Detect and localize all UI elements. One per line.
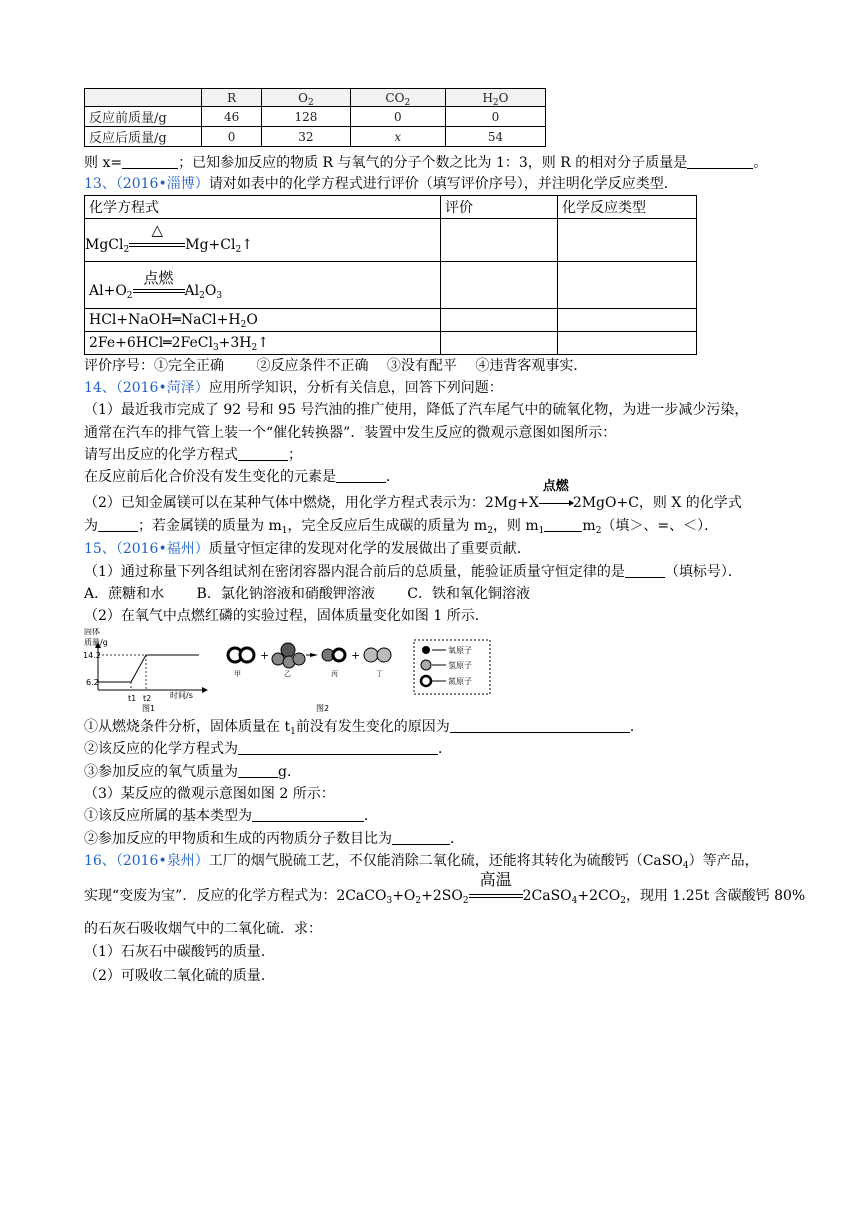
table-row — [85, 127, 546, 147]
table-cell: x — [350, 127, 445, 147]
q16-heading: 16、（2016•泉州）工厂的烟气脱硫工艺，不仅能消除二氧化硫，还能将其转化为硫酸钙（CaSO$_4$）等产品， — [84, 853, 759, 871]
q15-sub1: ①从燃烧条件分析，固体质量在 $t_1$前没有发生变化的原因为 ． — [84, 719, 644, 737]
legend-oxygen: 氧原子 — [448, 646, 472, 655]
q12-answer-line: 则 x= ；已知参加反应的物质 R 与氧气的分子个数之比为 1：3，则 R 的相对分子质量是 。 — [84, 155, 768, 171]
condition-heat: △ — [129, 237, 185, 253]
q15-options: A．蔗糖和水 B．氯化钠溶液和硝酸钾溶液 C．铁和氧化铜溶液 — [84, 586, 531, 602]
x-tick-t2: t2 — [143, 694, 152, 703]
answer-blank[interactable] — [238, 765, 278, 778]
answer-blank[interactable] — [544, 519, 582, 532]
equation-cell: $Al+O_2$ 点燃 $Al_2O_3$ — [85, 262, 441, 309]
answer-blank[interactable] — [687, 156, 753, 169]
q14-mass-compare-line: 为 ；若金属镁的质量为 $m_1$，完全反应后生成碳的质量为 $m_2$，则 $m_1$ $m_2$（填＞、=、＜）． — [84, 518, 719, 536]
reaction-type-answer-cell[interactable] — [558, 219, 697, 262]
y-label-1: 固体 — [84, 628, 100, 636]
molecule-jia — [228, 648, 254, 662]
table-cell: 0 — [202, 127, 262, 147]
reaction-mass-table — [84, 88, 546, 147]
label-bing: 丙 — [331, 670, 338, 678]
answer-blank[interactable] — [625, 565, 665, 578]
q15-part3: （3）某反应的微观示意图如图 2 所示： — [84, 786, 335, 802]
table-corner-cell — [85, 89, 202, 107]
q14-element-prompt: 在反应前后化合价没有发生变化的元素是 ． — [84, 469, 400, 485]
table-cell: 128 — [262, 107, 350, 127]
table-header-cell: 化学方程式 — [85, 196, 441, 219]
answer-blank[interactable] — [252, 809, 364, 822]
q16-ask-1: （1）石灰石中碳酸钙的质量． — [84, 944, 275, 960]
q15-sub3: ③参加反应的氧气质量为 g． — [84, 764, 301, 780]
table-cell: 0 — [350, 107, 445, 127]
q16-paragraph: 的石灰石吸收烟气中的二氧化硫．求： — [84, 921, 322, 937]
reaction-type-answer-cell[interactable] — [558, 309, 697, 332]
equation-evaluation-table — [84, 195, 697, 355]
q15-heading: 15、（2016•福州）质量守恒定律的发现对化学的发展做出了重要贡献． — [84, 541, 531, 557]
table-row — [85, 219, 697, 262]
y-label-2: 质量/g — [84, 638, 108, 647]
q14-paragraph: 通常在汽车的排气管上装一个“催化转换器”．装置中发生反应的微观示意图如图所示： — [84, 425, 617, 441]
question-source: （2016•泉州） — [115, 853, 209, 869]
table-header-row — [85, 89, 546, 107]
equation-cell: MgCl$_2$ △ $Mg+Cl_2↑$ — [85, 219, 441, 262]
evaluation-key: 评价序号：①完全正确 ②反应条件不正确 ③没有配平 ④违背客观事实． — [84, 358, 588, 374]
q14-paragraph: （1）最近我市完成了 92 号和 95 号汽油的推广使用，降低了汽车尾气中的硫氧化物，为进一步减少污染， — [84, 402, 749, 418]
legend-hydrogen: 氢原子 — [448, 661, 472, 670]
q16-equation-line: 实现“变废为宝”．反应的化学方程式为：$2CaCO_3+O_2+2SO_2$ 高温 $2CaSO_4+2CO_2$，现用 1.25t 含碳酸钙 80% — [84, 870, 806, 906]
answer-blank[interactable] — [238, 742, 438, 755]
q16-ask-2: （2）可吸收二氧化硫的质量． — [84, 968, 275, 984]
label-ding: 丁 — [376, 670, 383, 678]
q14-magnesium-line: （2）已知金属镁可以在某种气体中燃烧，用化学方程式表示为：2Mg+X 点燃 2MgO+C，则 X 的化学式 — [84, 479, 742, 511]
molecule-ding — [364, 648, 391, 662]
evaluation-answer-cell[interactable] — [441, 219, 558, 262]
table-row — [85, 309, 697, 332]
condition-high-temp: 高温 — [469, 887, 523, 905]
row-label: 反应后质量/g — [85, 127, 202, 147]
x-label: 时间/s — [170, 691, 193, 700]
y-tick-14-2: 14.2 — [84, 651, 101, 660]
figure-1-caption: 图1 — [142, 704, 156, 713]
legend-nitrogen: 氮原子 — [448, 677, 472, 686]
question-source: （2016•淄博） — [115, 176, 209, 192]
x-tick-t1: t1 — [128, 694, 137, 703]
y-tick-6-2: 6.2 — [86, 678, 99, 687]
equation-cell: $2Fe+6HCl═2FeCl_3+3H_2↑$ — [85, 332, 441, 355]
equation-cell: $HCl+NaOH═NaCl+H_2O$ — [85, 309, 441, 332]
molecule-bing — [322, 649, 345, 661]
q15-sub2: ②该反应的化学方程式为 ． — [84, 741, 452, 757]
figures-1-and-2 — [84, 628, 534, 714]
answer-blank[interactable] — [122, 156, 178, 169]
table-header-cell: 化学反应类型 — [558, 196, 697, 219]
answer-blank[interactable] — [450, 720, 630, 733]
figure-1-graph — [84, 628, 208, 713]
table-cell: 54 — [445, 127, 545, 147]
figure-2-legend — [414, 640, 490, 694]
answer-blank[interactable] — [238, 448, 288, 461]
condition-ignite: 点燃 — [539, 494, 573, 512]
table-header-cell: $H_2O$ — [445, 89, 545, 107]
q15-sub5: ②参加反应的甲物质和生成的丙物质分子数目比为 ． — [84, 831, 464, 847]
row-label: 反应前质量/g — [85, 107, 202, 127]
table-row — [85, 332, 697, 355]
answer-blank[interactable] — [392, 832, 450, 845]
figure-2-caption: 图2 — [316, 704, 330, 713]
answer-blank[interactable] — [98, 519, 138, 532]
label-yi: 乙 — [284, 670, 291, 678]
table-cell: 0 — [445, 107, 545, 127]
evaluation-answer-cell[interactable] — [441, 262, 558, 309]
table-cell: 32 — [262, 127, 350, 147]
reaction-type-answer-cell[interactable] — [558, 262, 697, 309]
table-header-cell: $CO_2$ — [350, 89, 445, 107]
table-row — [85, 107, 546, 127]
svg-text:+: + — [351, 649, 361, 662]
question-source: （2016•福州） — [115, 541, 209, 557]
answer-blank[interactable] — [336, 470, 386, 483]
table-header-cell: $O_2$ — [262, 89, 350, 107]
table-header-cell: 评价 — [441, 196, 558, 219]
q15-part1: （1）通过称量下列各组试剂在密闭容器内混合前后的总质量，能验证质量守恒定律的是 （填标号）． — [84, 564, 742, 580]
table-header-cell: R — [202, 89, 262, 107]
q14-heading: 14、（2016•菏泽）应用所学知识，分析有关信息，回答下列问题： — [84, 380, 503, 396]
q15-part2: （2）在氧气中点燃红磷的实验过程，固体质量变化如图 1 所示． — [84, 608, 489, 624]
table-cell: 46 — [202, 107, 262, 127]
table-header-row — [85, 196, 697, 219]
figure-svg — [84, 628, 534, 714]
condition-ignite: 点燃 — [133, 283, 185, 299]
evaluation-answer-cell[interactable] — [441, 332, 558, 355]
q15-sub4: ①该反应所属的基本类型为 ． — [84, 808, 378, 824]
question-source: （2016•菏泽） — [115, 380, 209, 396]
svg-text:+: + — [260, 649, 270, 662]
figure-2-molecules — [228, 640, 490, 713]
molecule-yi — [272, 643, 305, 668]
evaluation-answer-cell[interactable] — [441, 309, 558, 332]
q13-heading: 13、（2016•淄博）请对如表中的化学方程式进行评价（填写评价序号），并注明化学反应类型． — [84, 176, 678, 192]
table-row — [85, 262, 697, 309]
reaction-type-answer-cell[interactable] — [558, 332, 697, 355]
q14-equation-prompt: 请写出反应的化学方程式 ； — [84, 447, 302, 463]
label-jia: 甲 — [234, 670, 241, 678]
